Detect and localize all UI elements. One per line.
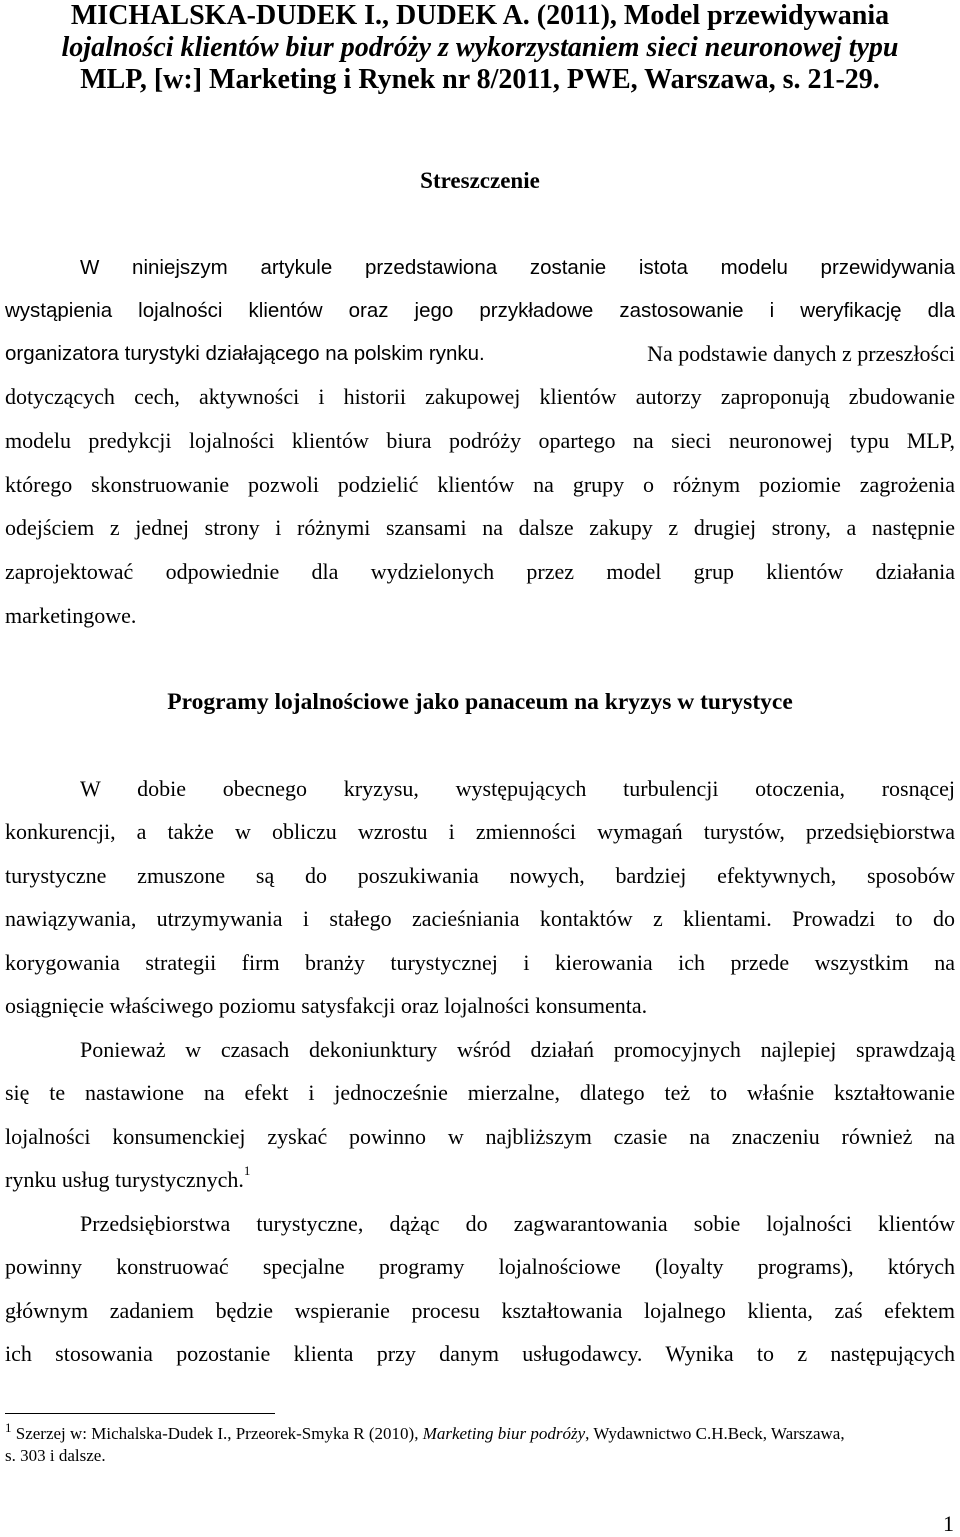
footnote-text: Szerzej w: Michalska-Dudek I., Przeorek-Smyka R (2010), xyxy=(11,1424,423,1443)
citation-line-3: MLP, [w:] Marketing i Rynek nr 8/2011, PWE, Warszawa, s. 21-29. xyxy=(80,64,880,95)
abstract-line: wystąpienia lojalności klientów oraz jego przykładowe zastosowanie i weryfikację dla xyxy=(5,299,955,322)
citation-line-1: MICHALSKA-DUDEK I., DUDEK A. (2011), Model przewidywania xyxy=(70,0,890,31)
abstract-line: marketingowe. xyxy=(5,603,137,628)
footnote-divider xyxy=(5,1413,275,1414)
footnote-line-2: s. 303 i dalsze. xyxy=(5,1446,106,1465)
abstract-line: modelu predykcji lojalności klientów biura podróży opartego na sieci neuronowej typu MLP, xyxy=(5,428,955,453)
paragraph-line: się te nastawione na efekt i jednocześnie mierzalne, dlatego też to właśnie kształtowanie xyxy=(5,1080,955,1105)
paragraph-line: konkurencji, a także w obliczu wzrostu i zmienności wymagań turystów, przedsiębiorstwa xyxy=(5,819,955,844)
footnote xyxy=(5,1420,955,1445)
paragraph-line xyxy=(5,1163,955,1194)
paragraph-line: powinny konstruować specjalne programy lojalnościowe (loyalty programs), których xyxy=(5,1254,955,1279)
citation-header xyxy=(0,0,960,96)
paragraph-line: lojalności konsumenckiej zyskać powinno w najbliższym czasie na znaczeniu również na xyxy=(5,1124,955,1149)
paragraph-line: osiągnięcie właściwego poziomu satysfakcji oraz lojalności konsumenta. xyxy=(5,993,648,1018)
abstract-line: dotyczących cech, aktywności i historii zakupowej klientów autorzy zaproponują zbudowanie xyxy=(5,384,955,409)
paragraph-line: korygowania strategii firm branży turystycznej i kierowania ich przede wszystkim na xyxy=(5,950,955,975)
abstract-line: organizatora turystyki działającego na polskim rynku. xyxy=(5,342,485,365)
abstract-line: W niniejszym artykule przedstawiona zostanie istota modelu przewidywania xyxy=(80,256,955,279)
paragraph-line: Przedsiębiorstwa turystyczne, dążąc do zagwarantowania sobie lojalności klientów xyxy=(80,1211,955,1236)
section-heading: Programy lojalnościowe jako panaceum na kryzys w turystyce xyxy=(167,689,793,715)
paragraph-line: ich stosowania pozostanie klienta przy danym usługodawcy. Wynika to z następujących xyxy=(5,1341,955,1366)
paragraph-text: rynku usług turystycznych. xyxy=(5,1167,244,1192)
abstract-line: odejściem z jednej strony i różnymi szansami na dalsze zakupy z drugiej strony, a następnie xyxy=(5,515,955,540)
footnote-book-title: Marketing biur podróży xyxy=(422,1424,586,1443)
abstract-line: którego skonstruowanie pozwoli podzielić klientów na grupy o różnym poziomie zagrożenia xyxy=(5,472,955,497)
paragraph-line: W dobie obecnego kryzysu, występujących turbulencji otoczenia, rosnącej xyxy=(80,776,955,801)
footnote-text-publisher: , Wydawnictwo C.H.Beck, Warszawa, xyxy=(585,1424,845,1443)
abstract-line: Na podstawie danych z przeszłości xyxy=(647,341,955,366)
paragraph-line: turystyczne zmuszone są do poszukiwania nowych, bardziej efektywnych, sposobów xyxy=(5,863,955,888)
abstract-heading: Streszczenie xyxy=(420,168,540,193)
abstract-line: zaprojektować odpowiednie dla wydzielonych przez model grup klientów działania xyxy=(5,559,955,584)
paragraph-line: głównym zadaniem będzie wspieranie procesu kształtowania lojalnego klienta, zaś efektem xyxy=(5,1298,955,1323)
citation-line-2: lojalności klientów biur podróży z wykorzystaniem sieci neuronowej typu xyxy=(61,32,899,63)
paragraph-line: Ponieważ w czasach dekoniunktury wśród działań promocyjnych najlepiej sprawdzają xyxy=(80,1037,955,1062)
page-number: 1 xyxy=(943,1511,954,1536)
footnote-number: 1 xyxy=(5,1420,12,1435)
footnote-reference[interactable]: 1 xyxy=(243,1163,251,1178)
paragraph-line: nawiązywania, utrzymywania i stałego zacieśniania kontaktów z klientami. Prowadzi to do xyxy=(5,906,955,931)
